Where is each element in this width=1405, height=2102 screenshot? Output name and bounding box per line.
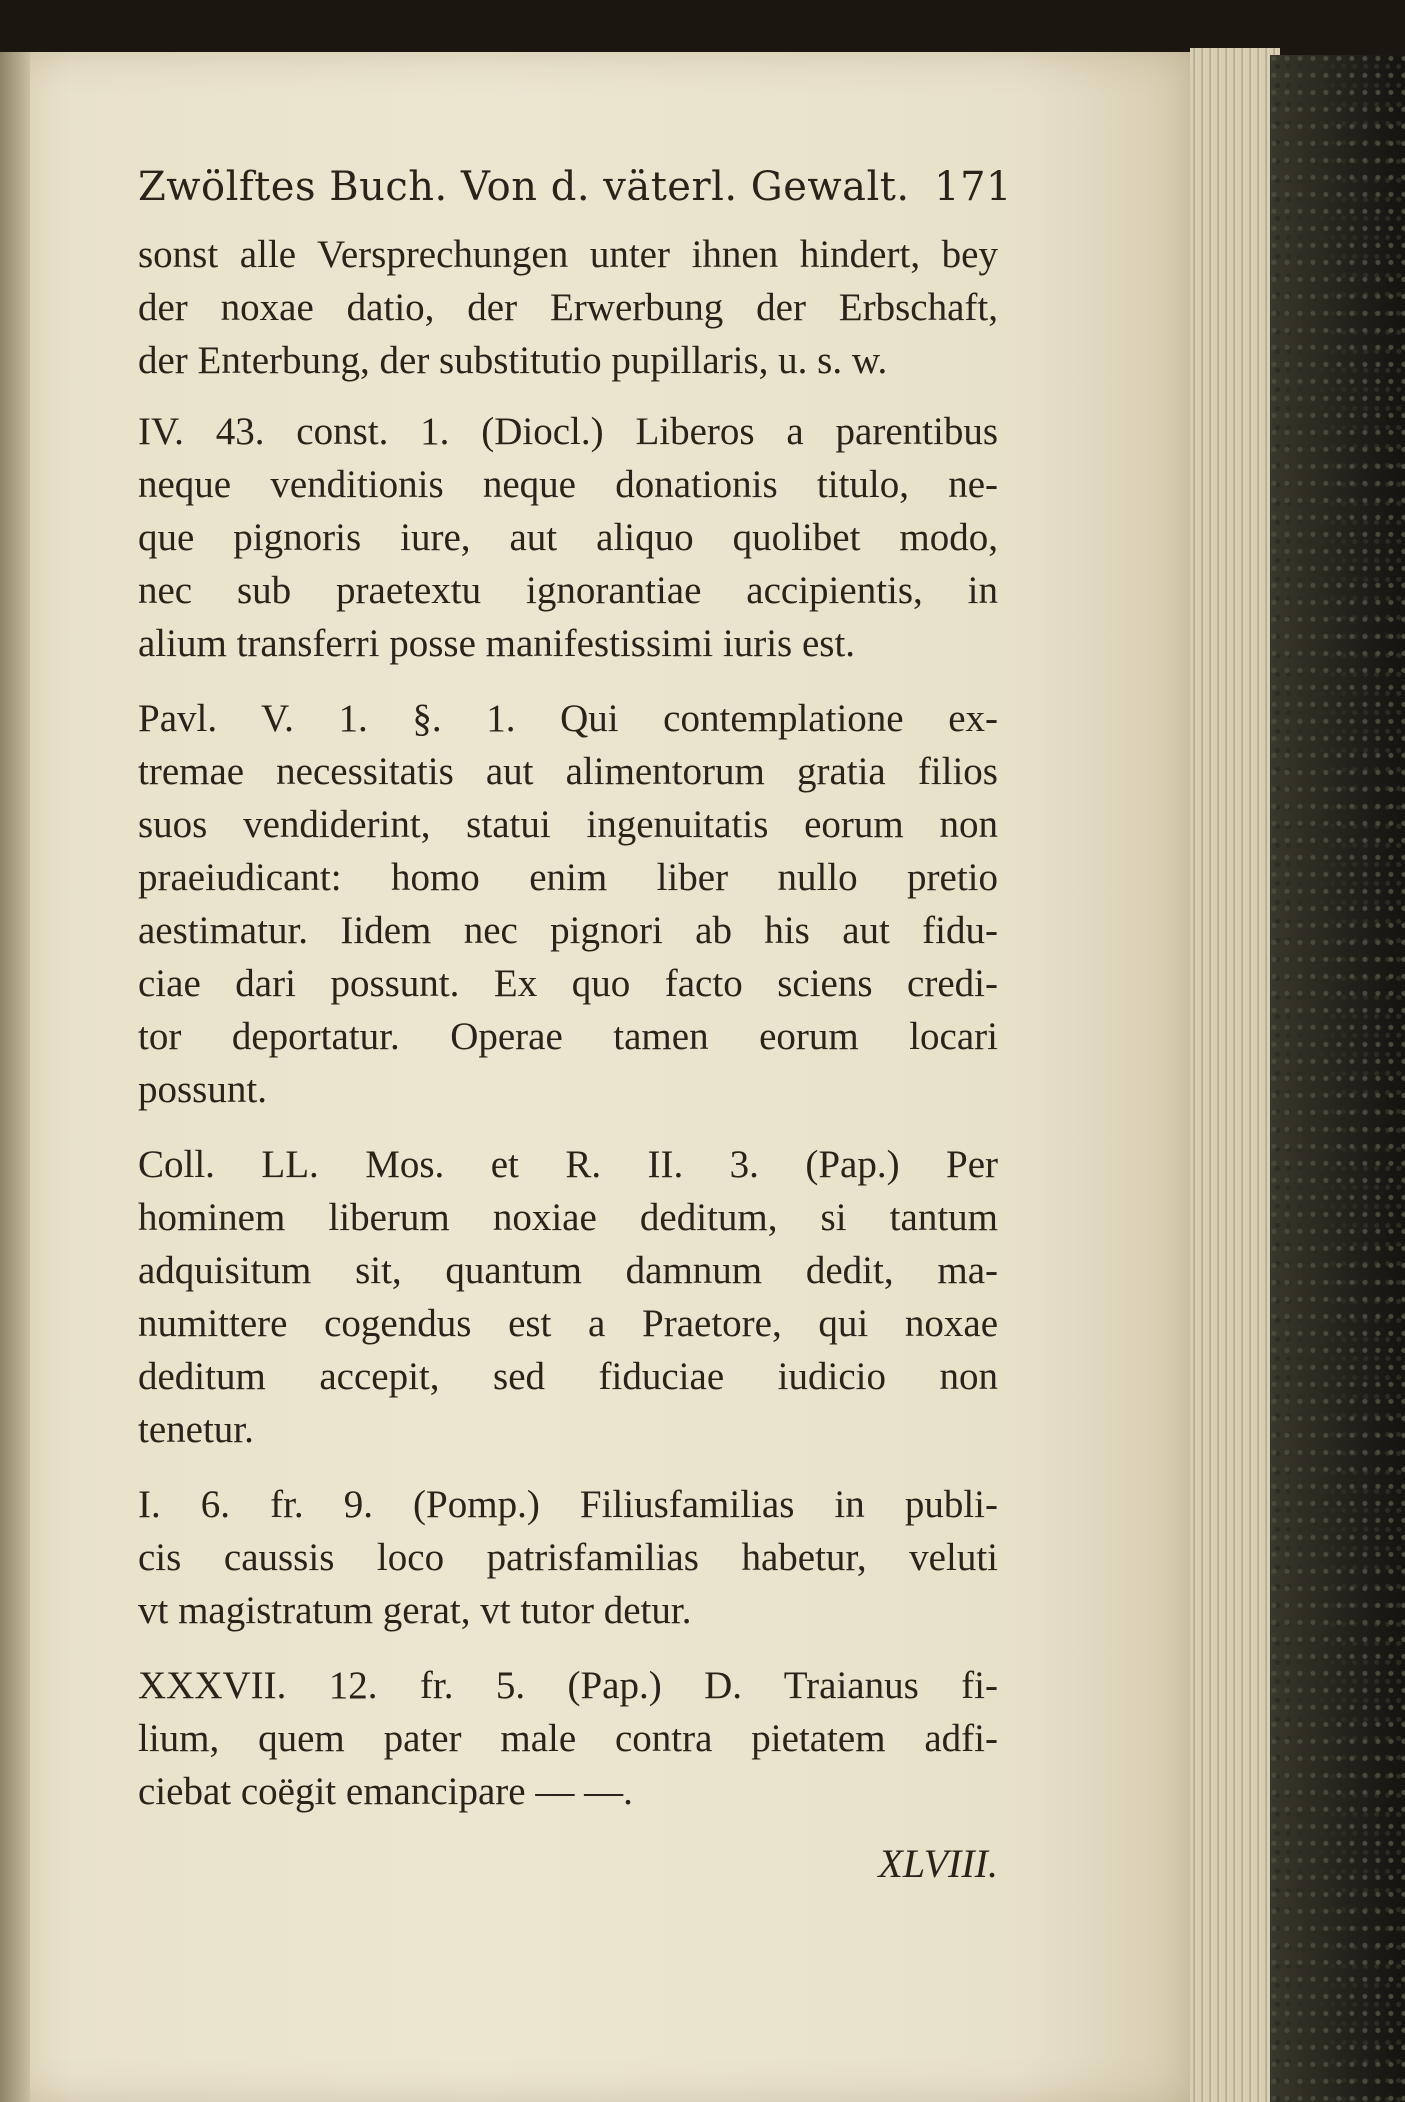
- text-line: ciebat coëgit emancipare — —.: [138, 1770, 633, 1813]
- text-line: Coll. LL. Mos. et R. II. 3. (Pap.) Per: [138, 1143, 998, 1186]
- text-line: neque venditionis neque donationis titulo, ne-: [138, 463, 998, 506]
- text-line: que pignoris iure, aut aliquo quolibet modo,: [138, 516, 998, 559]
- text-line: lium, quem pater male contra pietatem adfi-: [138, 1717, 998, 1760]
- text-line: tor deportatur. Operae tamen eorum locari: [138, 1015, 998, 1058]
- text-line: sonst alle Versprechungen unter ihnen hindert, bey: [138, 233, 998, 276]
- catchword: XLVIII.: [878, 1841, 998, 1886]
- text-line: deditum accepit, sed fiduciae iudicio non: [138, 1355, 998, 1398]
- text-line: tenetur.: [138, 1408, 254, 1451]
- text-line: numittere cogendus est a Praetore, qui noxae: [138, 1302, 998, 1345]
- text-line: der noxae datio, der Erwerbung der Erbschaft,: [138, 286, 998, 329]
- paragraph-3: [138, 692, 998, 1116]
- running-title: Zwölftes Buch. Von d. väterl. Gewalt.: [138, 164, 910, 210]
- text-line: possunt.: [138, 1068, 267, 1111]
- paragraph-5: [138, 1478, 998, 1637]
- text-line: ciae dari possunt. Ex quo facto sciens credi-: [138, 962, 998, 1005]
- running-header: [138, 140, 1012, 210]
- text-line: vt magistratum gerat, vt tutor detur.: [138, 1589, 692, 1632]
- text-line: hominem liberum noxiae deditum, si tantum: [138, 1196, 998, 1239]
- text-line: suos vendiderint, statui ingenuitatis eorum non: [138, 803, 998, 846]
- text-line: der Enterbung, der substitutio pupillaris, u. s. w.: [138, 339, 888, 382]
- text-line: IV. 43. const. 1. (Diocl.) Liberos a parentibus: [138, 410, 998, 453]
- gutter-shadow: [0, 52, 30, 2102]
- text-line: cis caussis loco patrisfamilias habetur, veluti: [138, 1536, 998, 1579]
- paragraph-6: [138, 1659, 998, 1818]
- text-line: adquisitum sit, quantum damnum dedit, ma-: [138, 1249, 998, 1292]
- page-edges: [1190, 48, 1280, 2102]
- text-line: alium transferri posse manifestissimi iuris est.: [138, 622, 856, 665]
- paragraph-2: [138, 405, 998, 670]
- text-line: aestimatur. Iidem nec pignori ab his aut fidu-: [138, 909, 998, 952]
- text-line: nec sub praetextu ignorantiae accipientis, in: [138, 569, 998, 612]
- page-number: 171: [934, 164, 1012, 210]
- text-line: praeiudicant: homo enim liber nullo pretio: [138, 856, 998, 899]
- paragraph-1: [138, 228, 998, 387]
- paragraph-4: [138, 1138, 998, 1456]
- text-line: I. 6. fr. 9. (Pomp.) Filiusfamilias in publi-: [138, 1483, 998, 1526]
- text-line: tremae necessitatis aut alimentorum gratia filios: [138, 750, 998, 793]
- text-line: Pavl. V. 1. §. 1. Qui contemplatione ex-: [138, 697, 998, 740]
- book-cover: [1270, 55, 1405, 2102]
- text-block: [138, 140, 1012, 1887]
- text-line: XXXVII. 12. fr. 5. (Pap.) D. Traianus fi-: [138, 1664, 998, 1707]
